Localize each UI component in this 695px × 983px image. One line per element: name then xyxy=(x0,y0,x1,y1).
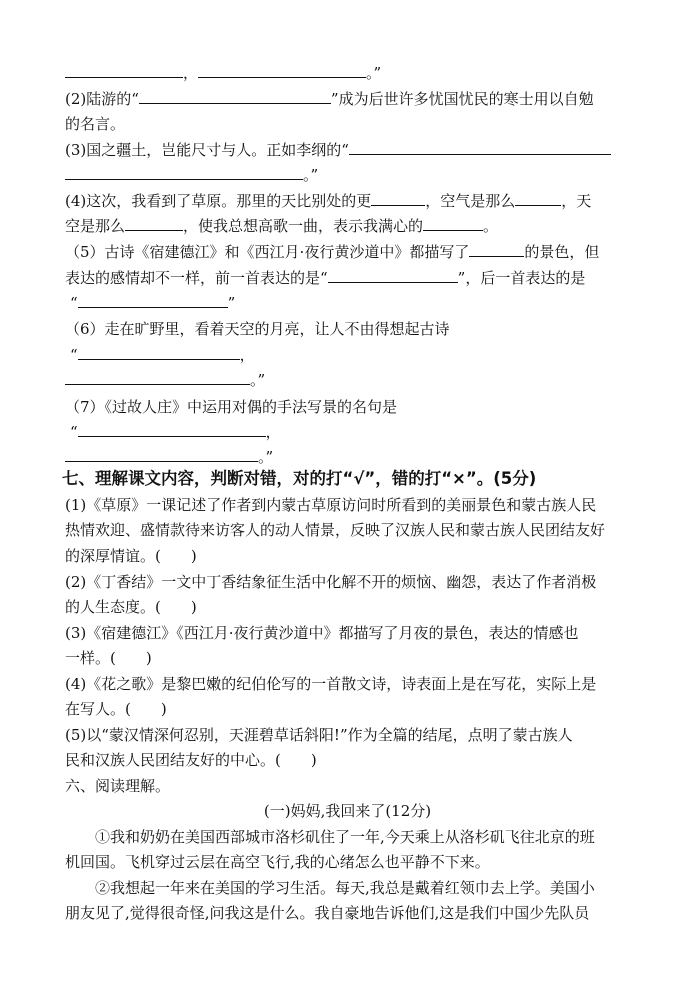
q6-item-5-cont2: “ ” xyxy=(70,294,236,312)
passage-title: (一)妈妈,我回来了(12分) xyxy=(263,802,432,820)
q6-item-2: (2)陆游的“ ”成为后世许多忧国忧民的寒士用以自勉 xyxy=(65,90,594,108)
judge-item-1-line-3: 的深厚情谊。( ) xyxy=(65,547,197,565)
answer-blank xyxy=(65,63,183,78)
judge-item-4-line-2: 在写人。( ) xyxy=(65,700,167,718)
q6-item-6-cont: “ ， xyxy=(70,346,255,364)
answer-blank xyxy=(515,191,561,206)
judge-item-1: (1)《草原》一课记述了作者到内蒙古草原访问时所看到的美丽景色和蒙古族人民 xyxy=(65,496,597,514)
q6-item-5: （5）古诗《宿建德江》和《西江月·夜行黄沙道中》都描写了 的景色，但 xyxy=(65,243,600,261)
q6-item-3: (3)国之疆土，岂能尺寸与人。正如李纲的“ xyxy=(65,139,695,161)
judge-item-5: (5)以“蒙汉情深何忍别，天涯碧草话斜阳!”作为全篇的结尾，点明了蒙古族人 xyxy=(65,726,573,744)
passage-paragraph-2-line-2: 朋友见了,觉得很奇怪,问我这是什么。我自豪地告诉他们,这是我们中国少先队员 xyxy=(65,904,590,922)
passage-paragraph-2: ②我想起一年来在美国的学习生活。每天,我总是戴着红领巾去上学。美国小 xyxy=(65,879,595,897)
judge-item-5-line-2: 民和汉族人民团结友好的中心。( ) xyxy=(65,751,317,769)
q6-item-5-cont: 表达的感情却不一样，前一首表达的是“ ”，后一首表达的是 xyxy=(65,269,586,287)
answer-blank xyxy=(328,268,458,283)
q6-item-7-cont: “ ， xyxy=(70,423,281,441)
answer-blank xyxy=(371,191,425,206)
answer-blank xyxy=(469,242,524,257)
answer-blank xyxy=(78,345,240,360)
answer-blank xyxy=(125,216,183,231)
judge-item-1-line-2: 热情欢迎、盛情款待来访客人的动人情景，反映了汉族人民和蒙古族人民团结友好 xyxy=(65,521,606,539)
judge-item-4: (4)《花之歌》是黎巴嫩的纪伯伦写的一首散文诗，诗表面上是在写花，实际上是 xyxy=(65,675,597,693)
passage-paragraph-1-line-2: 机回国。飞机穿过云层在高空飞行,我的心绪怎么也平静不下来。 xyxy=(65,853,490,871)
answer-blank xyxy=(65,447,258,462)
judge-item-3-line-2: 一样。( ) xyxy=(65,649,152,667)
judge-item-3: (3)《宿建德江》《西江月·夜行黄沙道中》都描写了月夜的景色，表达的情感也 xyxy=(65,624,579,642)
q6-item-6: （6）走在旷野里，看着天空的月亮，让人不由得想起古诗 xyxy=(65,320,450,338)
answer-blank xyxy=(349,140,611,155)
answer-blank xyxy=(65,370,250,385)
q6-item-2-cont: 的名言。 xyxy=(65,115,126,133)
answer-blank xyxy=(423,216,483,231)
section-7-title: 七、理解课文内容，判断对错，对的打“√”，错的打“×”。(5分) xyxy=(62,469,537,488)
judge-item-2-line-2: 的人生态度。( ) xyxy=(65,598,197,616)
q6-item-3-cont: 。” xyxy=(65,164,695,186)
answer-blank xyxy=(198,63,366,78)
q6-item-6-cont2: 。” xyxy=(65,369,695,391)
q6-item-7-cont2: 。” xyxy=(65,446,695,468)
answer-blank xyxy=(65,165,303,180)
q6-line-0: ， 。” xyxy=(65,62,695,84)
q6-item-7: （7）《过故人庄》中运用对偶的手法写景的名句是 xyxy=(65,398,398,416)
q6-item-4-cont: 空是那么 ，使我总想高歌一曲，表示我满心的 。 xyxy=(65,217,499,235)
passage-paragraph-1: ①我和奶奶在美国西部城市洛杉矶住了一年,今天乘上从洛杉矶飞往北京的班 xyxy=(65,828,595,846)
answer-blank xyxy=(139,89,331,104)
judge-item-2: (2)《丁香结》一文中丁香结象征生活中化解不开的烦恼、幽怨，表达了作者消极 xyxy=(65,573,597,591)
answer-blank xyxy=(78,293,228,308)
section-6-title: 六、阅读理解。 xyxy=(65,777,171,795)
answer-blank xyxy=(78,422,266,437)
q6-item-4: (4)这次，我看到了草原。那里的天比别处的更 ，空气是那么 ，天 xyxy=(65,192,592,210)
